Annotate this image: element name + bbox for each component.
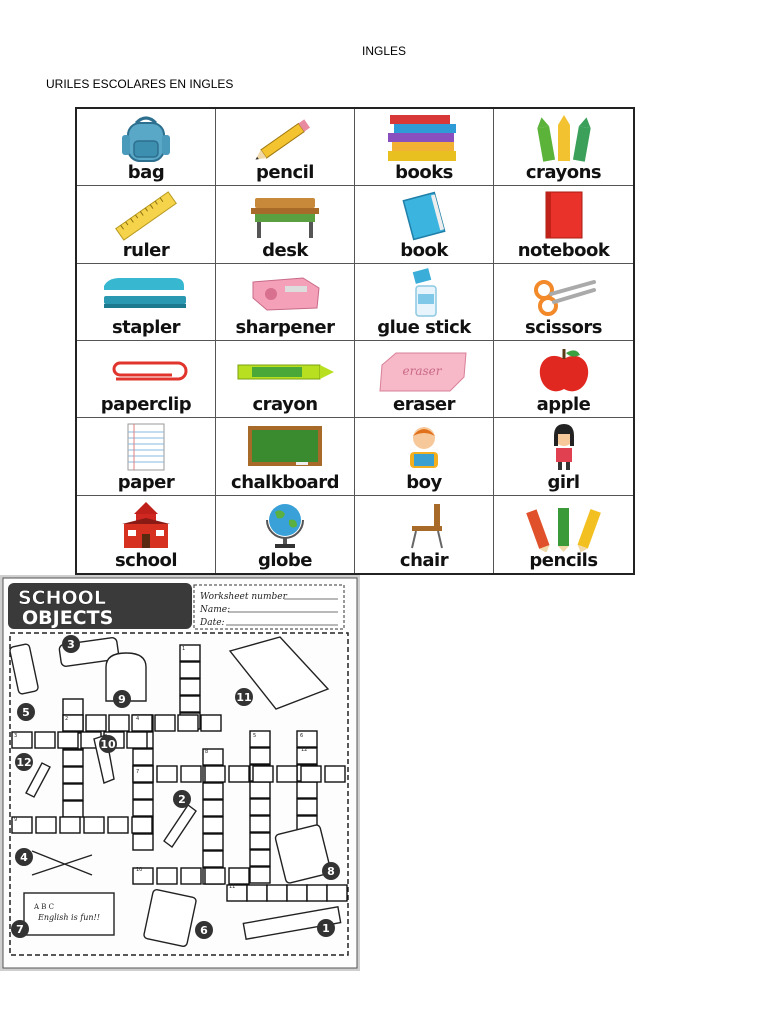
crossword-cell	[181, 766, 201, 782]
vocab-word: scissors	[525, 317, 602, 338]
vocab-cell-stapler	[77, 264, 216, 341]
crossword-cell	[133, 800, 153, 816]
crossword-cell	[297, 799, 317, 815]
crossword-cell	[60, 817, 80, 833]
crossword-cell	[36, 817, 56, 833]
clue-number: 6	[300, 733, 304, 739]
vocab-word: girl	[547, 471, 580, 493]
chair-icon	[384, 500, 464, 552]
girl-icon	[524, 422, 604, 474]
vocab-word: notebook	[517, 239, 610, 261]
crossword-cell	[203, 817, 223, 833]
crossword-cell	[250, 799, 270, 815]
crossword-cell	[201, 715, 221, 731]
pencils-icon	[514, 500, 614, 552]
ruler-icon	[106, 190, 186, 242]
clue-number: 7	[136, 769, 140, 775]
vocab-cell-boy	[355, 418, 494, 495]
eraser-icon	[374, 345, 474, 397]
vocab-cell-bag	[77, 109, 216, 186]
vocab-word: chalkboard	[231, 471, 339, 493]
crossword-cell	[327, 885, 347, 901]
vocab-word: crayon	[252, 394, 318, 416]
clue-number: 4	[136, 716, 140, 722]
vocab-cell-book	[355, 186, 494, 263]
name-label: Name:	[200, 605, 231, 615]
vocab-word: desk	[262, 239, 308, 261]
crossword-cell	[84, 817, 104, 833]
notebook-icon	[524, 190, 604, 242]
crossword-cell	[157, 868, 177, 884]
crossword-cell	[108, 817, 128, 833]
clue-number: 11	[229, 884, 236, 890]
vocab-word: books	[395, 162, 453, 184]
paperclip-icon	[96, 345, 196, 397]
vocab-cell-chalkboard	[216, 418, 355, 495]
worksheet-title-line2: OBJECTS	[22, 607, 114, 629]
worksheet-title-line1: SCHOOL	[18, 587, 106, 609]
crossword-cell	[301, 766, 321, 782]
crossword-cell	[86, 715, 106, 731]
vocab-cell-school	[77, 496, 216, 573]
crossword-cell	[253, 766, 273, 782]
vocab-cell-notebook	[494, 186, 633, 263]
worksheet-number-label: Worksheet number	[200, 592, 287, 602]
vocab-cell-books	[355, 109, 494, 186]
vocab-cell-scissors	[494, 264, 633, 341]
globe-icon	[245, 500, 325, 552]
document-title: INGLES	[361, 44, 406, 58]
clue-number: 5	[253, 733, 257, 739]
picture-number-badge: 7	[16, 923, 24, 936]
vocab-cell-globe	[216, 496, 355, 573]
scissors-icon	[524, 268, 604, 320]
vocab-word: apple	[536, 394, 591, 416]
board-text: English is fun!!	[38, 913, 100, 922]
glue-stick-icon	[384, 268, 464, 320]
vocab-word: bag	[127, 162, 165, 184]
crossword-cell	[203, 834, 223, 850]
picture-number-badge: 12	[16, 756, 32, 769]
vocab-cell-glue-stick	[355, 264, 494, 341]
crossword-cell	[180, 662, 200, 678]
clue-number: 9	[14, 817, 18, 823]
clue-number: 1	[182, 646, 186, 652]
crossword-cell	[181, 868, 201, 884]
chalkboard-icon	[240, 422, 330, 474]
crossword-cell	[132, 817, 152, 833]
vocab-word: globe	[257, 550, 312, 571]
crossword-cell	[229, 868, 249, 884]
vocabulary-table	[75, 107, 635, 575]
vocab-word: school	[114, 550, 178, 571]
crossword-cell	[297, 782, 317, 798]
crossword-cell	[307, 885, 327, 901]
apple-icon	[524, 345, 604, 397]
vocab-cell-crayon	[216, 341, 355, 418]
crossword-cell	[63, 699, 83, 715]
crossword-cell	[250, 867, 270, 883]
school-objects-worksheet	[0, 575, 360, 971]
document-subtitle: URILES ESCOLARES EN INGLES	[46, 77, 234, 91]
crossword-cell	[35, 732, 55, 748]
crossword-cell	[287, 885, 307, 901]
book-icon	[384, 190, 464, 242]
crossword-cell	[132, 715, 152, 731]
crossword-cell	[205, 766, 225, 782]
crossword-cell	[133, 749, 153, 765]
crayons-icon	[524, 113, 604, 165]
clue-number: 8	[205, 749, 209, 755]
vocab-word: sharpener	[235, 317, 335, 338]
board-letters: A B C	[34, 903, 55, 911]
crossword-cell	[63, 784, 83, 800]
vocab-word: eraser	[392, 394, 456, 416]
vocab-cell-chair	[355, 496, 494, 573]
crossword-cell	[250, 816, 270, 832]
date-label: Date:	[200, 618, 225, 628]
picture-number-badge: 6	[200, 924, 208, 937]
crossword-cell	[250, 782, 270, 798]
crossword-cell	[325, 766, 345, 782]
vocab-cell-paper	[77, 418, 216, 495]
vocab-word: chair	[399, 550, 449, 571]
picture-number-badge: 9	[118, 693, 126, 706]
vocab-word: glue stick	[377, 317, 471, 338]
bag-icon	[106, 113, 186, 165]
vocab-cell-paperclip	[77, 341, 216, 418]
pencil-icon	[245, 113, 325, 165]
picture-number-badge: 1	[322, 922, 330, 935]
desk-icon	[245, 190, 325, 242]
crossword-cell	[180, 679, 200, 695]
crossword-cell	[63, 767, 83, 783]
crossword-cell	[203, 783, 223, 799]
crossword-cell	[133, 834, 153, 850]
vocab-cell-eraser	[355, 341, 494, 418]
clue-number: 2	[65, 716, 69, 722]
crossword-cell	[157, 766, 177, 782]
vocab-cell-crayons	[494, 109, 633, 186]
crossword-cell	[180, 696, 200, 712]
crossword-cell	[203, 800, 223, 816]
picture-number-badge: 2	[178, 793, 186, 806]
vocab-cell-pencil	[216, 109, 355, 186]
vocab-word: stapler	[111, 317, 181, 338]
vocab-cell-girl	[494, 418, 633, 495]
books-icon	[384, 113, 464, 165]
vocab-cell-pencils	[494, 496, 633, 573]
crossword-cell	[133, 783, 153, 799]
crossword-cell	[205, 868, 225, 884]
crossword-cell	[247, 885, 267, 901]
crossword-cell	[277, 766, 297, 782]
boy-icon	[384, 422, 464, 474]
vocab-cell-ruler	[77, 186, 216, 263]
stapler-icon	[98, 268, 194, 320]
picture-number-badge: 5	[22, 706, 30, 719]
vocab-word: paper	[117, 471, 175, 493]
crossword-cell	[203, 851, 223, 867]
vocab-word: book	[400, 239, 448, 261]
vocab-word: ruler	[122, 239, 170, 261]
crossword-cell	[127, 732, 147, 748]
clue-number: 3	[14, 733, 18, 739]
vocab-cell-sharpener	[216, 264, 355, 341]
vocab-word: boy	[406, 471, 442, 493]
crossword-cell	[250, 850, 270, 866]
eraser-label: eraser	[402, 364, 442, 378]
school-icon	[106, 500, 186, 552]
picture-number-badge: 11	[236, 691, 252, 704]
crossword-cell	[250, 748, 270, 764]
crossword-cell	[155, 715, 175, 731]
vocab-word: pencils	[529, 550, 598, 571]
crossword-cell	[58, 732, 78, 748]
picture-number-badge: 10	[100, 738, 116, 751]
paper-icon	[106, 422, 186, 474]
sharpener-icon	[245, 268, 325, 320]
crossword-cell	[178, 715, 198, 731]
vocab-word: crayons	[525, 162, 602, 184]
picture-number-badge: 4	[20, 851, 28, 864]
crossword-cell	[109, 715, 129, 731]
vocab-word: paperclip	[100, 394, 192, 416]
vocab-word: pencil	[256, 162, 314, 184]
crossword-cell	[63, 750, 83, 766]
vocab-cell-apple	[494, 341, 633, 418]
vocab-cell-desk	[216, 186, 355, 263]
crossword-cell	[63, 801, 83, 817]
clue-number: 12	[301, 747, 308, 753]
crossword-cell	[229, 766, 249, 782]
picture-number-badge: 3	[67, 638, 75, 651]
crossword-cell	[250, 833, 270, 849]
clue-number: 10	[136, 867, 143, 873]
crayon-icon	[230, 345, 340, 397]
picture-number-badge: 8	[327, 865, 335, 878]
calculator-outline	[143, 889, 196, 947]
crossword-cell	[267, 885, 287, 901]
